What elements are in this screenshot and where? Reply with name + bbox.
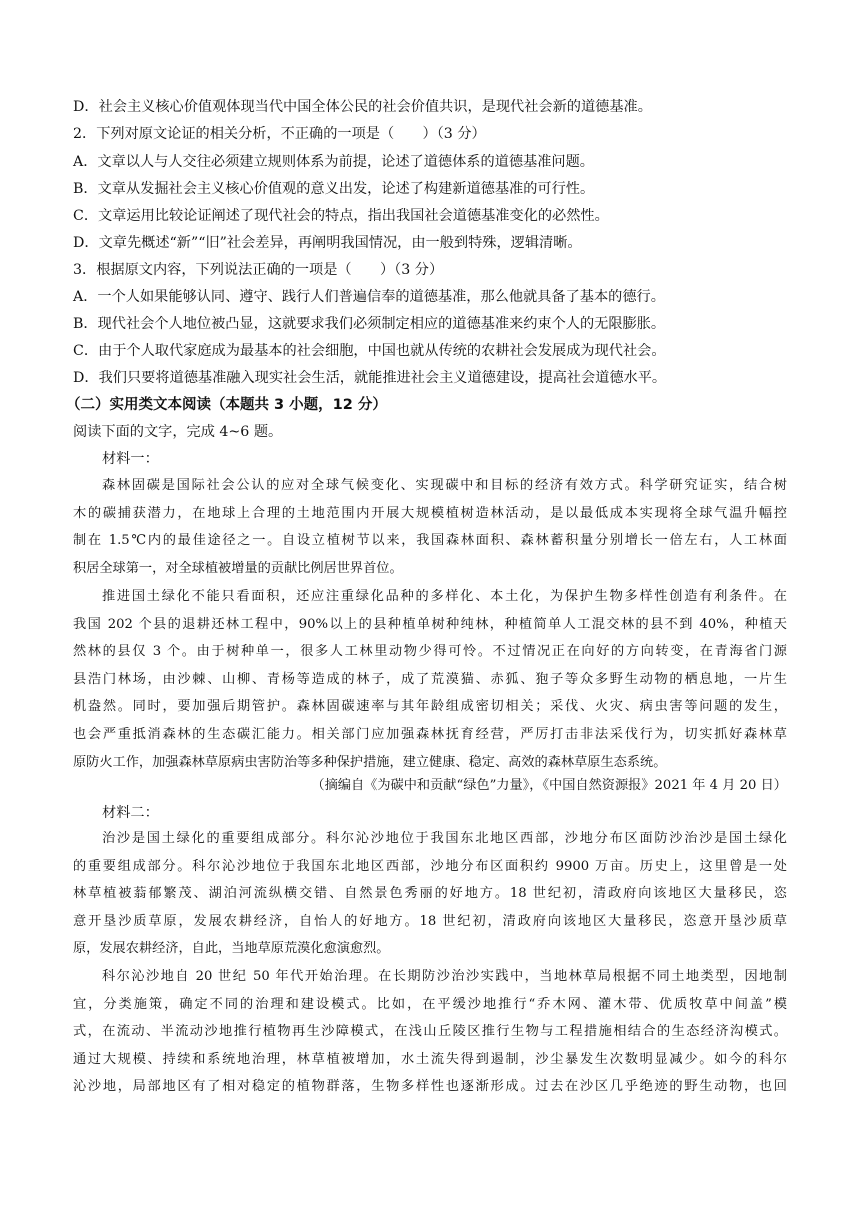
text-line: 积居全球第一，对全球植被增量的贡献比例居世界首位。 [73, 560, 403, 576]
material1-source: （摘编自《为碳中和贡献“绿色”力量》，《中国自然资源报》2021 年 4 月 20 日） [311, 778, 787, 793]
text-line: 林草植被蓊郁繁茂、湖泊河流纵横交错、自然景色秀丽的好地方。18 世纪初，清政府向该地区大量移民，恣 [73, 886, 787, 902]
text-line: 通过大规模、持续和系统地治理，林草植被增加，水土流失得到遏制，沙尘暴发生次数明显减少。如今的科尔 [73, 1051, 787, 1067]
q3-option-c: C．由于个人取代家庭成为最基本的社会细胞，中国也就从传统的农耕社会发展成为现代社会。 [73, 343, 666, 359]
material1-paragraph-2 [73, 583, 787, 776]
text-line: 原防火工作，加强森林草原病虫害防治等多种保护措施，建立健康、稳定、高效的森林草原生态系统。 [73, 754, 667, 770]
section-instruction: 阅读下面的文字，完成 4~6 题。 [73, 424, 283, 440]
material1-label: 材料一： [102, 451, 159, 467]
q2-option-b: B．文章从发掘社会主义核心价值观的意义出发，论述了构建新道德基准的可行性。 [73, 181, 595, 197]
text-line: 式，在流动、半流动沙地推行植物再生沙障模式，在浅山丘陵区推行生物与工程措施相结合的生态经济沟模式。 [73, 1024, 787, 1040]
text-line: 我国 202 个县的退耕还林工程中，90%以上的县种植单树种纯林，种植简单人工混交林的县不到 40%，种植天 [73, 616, 787, 632]
text-line: 沁沙地，局部地区有了相对稳定的植物群落，生物多样性也逐渐形成。过去在沙区几乎绝迹的野生动物，也回 [73, 1079, 787, 1095]
q3-stem: 3．根据原文内容，下列说法正确的一项是（ ）（3 分） [73, 262, 444, 278]
q3-option-a: A．一个人如果能够认同、遵守、践行人们普遍信奉的道德基准，那么他就具备了基本的德行。 [73, 289, 665, 305]
text-line: 的重要组成部分。科尔沁沙地位于我国东北地区西部，沙地分布区面积约 9900 万亩。历史上，这里曾是一处 [73, 858, 787, 874]
text-line: 科尔沁沙地自 20 世纪 50 年代开始治理。在长期防沙治沙实践中，当地林草局根据不同土地类型，因地制 [102, 969, 787, 984]
q3-option-b: B．现代社会个人地位被凸显，这就要求我们必须制定相应的道德基准来约束个人的无限膨胀。 [73, 316, 666, 332]
section-title: （二）实用类文本阅读（本题共 3 小题，12 分） [66, 397, 387, 413]
text-line: 然林的县仅 3 个。由于树种单一，很多人工林里动物少得可怜。不过情况正在向好的方向转变，在青海省门源 [73, 644, 787, 660]
text-line: 机盎然。同时，要加强后期管护。森林固碳速率与其年龄组成密切相关；采伐、火灾、病虫害等问题的发生， [73, 699, 787, 715]
q2-option-d: D．文章先概述“新”“旧”社会差异，再阐明我国情况，由一般到特殊，逻辑清晰。 [73, 235, 582, 251]
text-line: 制在 1.5℃内的最佳途径之一。自设立植树节以来，我国森林面积、森林蓄积量分别增长一倍左右，人工林面 [73, 533, 787, 549]
q3-option-d: D．我们只要将道德基准融入现实社会生活，就能推进社会主义道德建设，提高社会道德水平。 [73, 370, 667, 386]
material2-paragraph-2 [73, 963, 787, 1101]
text-line: 推进国土绿化不能只看面积，还应注重绿化品种的多样化、本土化，为保护生物多样性创造有利条件。在 [102, 589, 787, 604]
text-line: 也会严重抵消森林的生态碳汇能力。相关部门应加强森林抚育经营，严厉打击非法采伐行为，切实抓好森林草 [73, 726, 787, 742]
q2-stem: 2．下列对原文论证的相关分析，不正确的一项是（ ）（3 分） [73, 126, 486, 142]
text-line: 木的碳捕获潜力，在地球上合理的土地范围内开展大规模植树造林活动，是以最低成本实现将全球气温升幅控 [73, 505, 787, 521]
material2-paragraph-1 [73, 825, 787, 963]
text-line: 森林固碳是国际社会公认的应对全球气候变化、实现碳中和目标的经济有效方式。科学研究证实，结合树 [102, 478, 787, 493]
text-line: 原，发展农耕经济，自此，当地草原荒漠化愈演愈烈。 [73, 941, 390, 957]
q2-option-a: A．文章以人与人交往必须建立规则体系为前提，论述了道德体系的道德基准问题。 [73, 154, 594, 170]
q2-option-c: C．文章运用比较论证阐述了现代社会的特点，指出我国社会道德基准变化的必然性。 [73, 208, 609, 224]
text-line: 县浩门林场，由沙棘、山柳、青杨等造成的林子，成了荒漠猫、赤狐、狍子等众多野生动物的栖息地，一片生 [73, 671, 787, 687]
material1-paragraph-1 [73, 472, 787, 582]
text-line: 治沙是国土绿化的重要组成部分。科尔沁沙地位于我国东北地区西部，沙地分布区面防沙治沙是国土绿化 [102, 831, 787, 846]
material2-label: 材料二： [102, 805, 159, 821]
text-line: 意开垦沙质草原，发展农耕经济，自怡人的好地方。18 世纪初，清政府向该地区大量移民，恣意开垦沙质草 [73, 913, 787, 929]
q1-option-d: D．社会主义核心价值观体现当代中国全体公民的社会价值共识，是现代社会新的道德基准。 [73, 99, 652, 115]
text-line: 宜，分类施策，确定不同的治理和建设模式。比如，在平缓沙地推行“乔木网、灌木带、优质牧草中间盖”模 [73, 996, 787, 1012]
